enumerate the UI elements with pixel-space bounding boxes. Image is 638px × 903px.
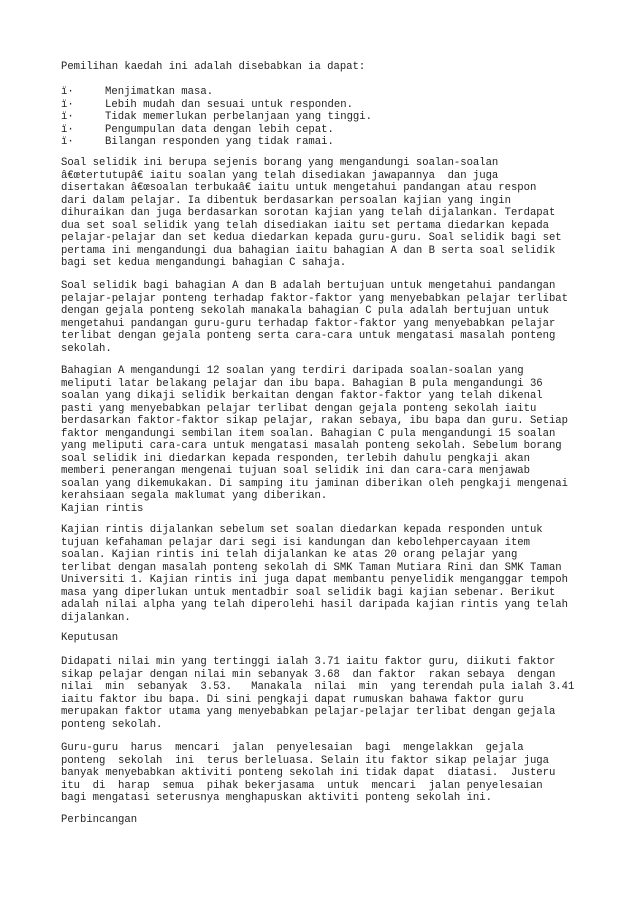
text-line: disertakan â€œsoalan terbukaâ€ iaitu untuk mengetahui pandangan atau respon xyxy=(61,182,537,194)
text-line: soalan yang dikaji selidik berkaitan dengan faktor-faktor yang telah dikenal xyxy=(61,390,543,402)
section-heading-perbincangan: Perbincangan xyxy=(61,814,138,826)
text-line: yang meliputi cara-cara untuk mengatasi masalah ponteng sekolah. Sebelum borang xyxy=(61,440,562,452)
intro-line: Pemilihan kaedah ini adalah disebabkan ia dapat: xyxy=(61,61,366,73)
text-line: Didapati nilai min yang tertinggi ialah 3.71 iaitu faktor guru, diikuti faktor xyxy=(61,656,556,668)
text-line: banyak menyebabkan aktiviti ponteng sekolah ini tidak dapat diatasi. Justeru xyxy=(61,767,556,779)
text-line: dari dalam pelajar. Ia dibentuk berdasarkan persoalan kajian yang ingin xyxy=(61,194,511,207)
text-line: meliputi latar belakang pelajar dan ibu bapa. Bahagian B pula mengandungi 36 xyxy=(61,377,543,390)
bullet-item: Menjimatkan masa. xyxy=(105,86,214,98)
text-line: ponteng sekolah. xyxy=(61,718,163,731)
section-heading-kajian-rintis: Kajian rintis xyxy=(61,502,144,515)
bullet-marker: ï· xyxy=(61,136,74,148)
text-line: pertama ini mengandungi dua bahagian iaitu bahagian A dan B serta soal selidik xyxy=(61,244,556,257)
text-line: soal selidik ini diedarkan kepada responden, terlebih dahulu pengkaji akan xyxy=(61,452,530,465)
text-line: Kajian rintis dijalankan sebelum set soalan diedarkan kepada responden untuk xyxy=(61,524,543,536)
text-line: soalan yang dikemukakan. Di samping itu jaminan diberikan oleh pengkaji mengenai xyxy=(61,477,568,490)
text-line: dijalankan. xyxy=(61,611,131,624)
text-line: Universiti 1. Kajian rintis ini juga dapat membantu penyelidik menganggar tempoh xyxy=(61,574,568,586)
text-line: pasti yang menyebabkan pelajar terlibat dengan gejala ponteng sekolah iaitu xyxy=(61,402,537,415)
text-line: â€œtertutupâ€ iaitu soalan yang telah disediakan jawapannya dan juga xyxy=(61,169,499,182)
text-line: faktor mengandungi sembilan item soalan. Bahagian C pula mengandungi 15 soalan xyxy=(61,427,556,440)
text-line: kerahsiaan segala maklumat yang diberikan. xyxy=(61,490,328,502)
bullet-marker: ï· xyxy=(61,123,74,136)
text-line: iaitu faktor ibu bapa. Di sini pengkaji dapat rumuskan bahawa faktor guru xyxy=(61,693,524,706)
bullet-marker: ï· xyxy=(61,98,74,111)
section-heading-keputusan: Keputusan xyxy=(61,632,119,644)
text-line: adalah nilai alpha yang telah diperolehi hasil daripada kajian rintis yang telah xyxy=(61,599,568,611)
text-line: pelajar-pelajar dan set kedua diedarkan kepada guru-guru. Soal selidik bagi set xyxy=(61,232,562,244)
bullet-item: Tidak memerlukan perbelanjaan yang tinggi. xyxy=(105,111,373,123)
bullet-marker: ï· xyxy=(61,111,74,123)
text-line: Soal selidik bagi bahagian A dan B adalah bertujuan untuk mengetahui pandangan xyxy=(61,280,556,292)
text-line: merupakan faktor utama yang menyebabkan pelajar-pelajar terlibat dengan gejala xyxy=(61,706,556,718)
bullet-item: Lebih mudah dan sesuai untuk responden. xyxy=(105,98,353,111)
text-line: tujuan kefahaman pelajar dari segi isi kandungan dan kebolehpercayaan item xyxy=(61,536,530,549)
text-line: bagi set kedua mengandungi bahagian C sahaja. xyxy=(61,257,347,269)
bullet-item: Bilangan responden yang tidak ramai. xyxy=(105,136,334,148)
text-line: mengetahui pandangan guru-guru terhadap faktor-faktor yang menyebabkan pelajar xyxy=(61,317,556,330)
text-line: memberi penerangan mengenai tujuan soal selidik ini dan cara-cara menjawab xyxy=(61,465,530,477)
text-line: dua set soal selidik yang telah disediakan iaitu set pertama diedarkan kepada xyxy=(61,219,549,232)
text-line: soalan. Kajian rintis ini telah dijalankan ke atas 20 orang pelajar yang xyxy=(61,549,518,561)
text-line: pelajar-pelajar ponteng terhadap faktor-faktor yang menyebabkan pelajar terlibat xyxy=(61,292,568,305)
text-line: Soal selidik ini berupa sejenis borang yang mengandungi soalan-soalan xyxy=(61,157,499,169)
text-line: dihuraikan dan juga berdasarkan sorotan kajian yang telah dijalankan. Terdapat xyxy=(61,207,556,219)
text-line: Bahagian A mengandungi 12 soalan yang terdiri daripada soalan-soalan yang xyxy=(61,365,524,377)
text-line: itu di harap semua pihak bekerjasama untuk mencari jalan penyelesaian xyxy=(61,779,543,792)
bullet-item: Pengumpulan data dengan lebih cepat. xyxy=(105,123,334,136)
text-line: sikap pelajar dengan nilai min sebanyak 3.68 dan faktor rakan sebaya dengan xyxy=(61,668,556,681)
bullet-marker: ï· xyxy=(61,86,74,98)
text-line: dengan gejala ponteng sekolah manakala bahagian C pula adalah bertujuan untuk xyxy=(61,305,549,317)
text-line: ponteng sekolah ini terus berleluasa. Selain itu faktor sikap pelajar juga xyxy=(61,754,549,767)
text-line: terlibat dengan masalah ponteng sekolah di SMK Taman Mutiara Rini dan SMK Taman xyxy=(61,561,562,574)
text-line: terlibat dengan gejala ponteng serta cara-cara untuk mengatasi masalah ponteng xyxy=(61,330,556,342)
text-line: sekolah. xyxy=(61,342,112,355)
text-line: masa yang diperlukan untuk mentadbir soal selidik bagi kajian sebenar. Berikut xyxy=(61,586,556,599)
text-line: bagi mengatasi seterusnya menghapuskan aktiviti ponteng sekolah ini. xyxy=(61,792,492,804)
text-line: nilai min sebanyak 3.53. Manakala nilai min yang terendah pula ialah 3.41 xyxy=(61,681,575,693)
text-line: Guru-guru harus mencari jalan penyelesaian bagi mengelakkan gejala xyxy=(61,742,524,754)
text-line: berdasarkan faktor-faktor sikap pelajar, rakan sebaya, ibu bapa dan guru. Setiap xyxy=(61,415,568,427)
